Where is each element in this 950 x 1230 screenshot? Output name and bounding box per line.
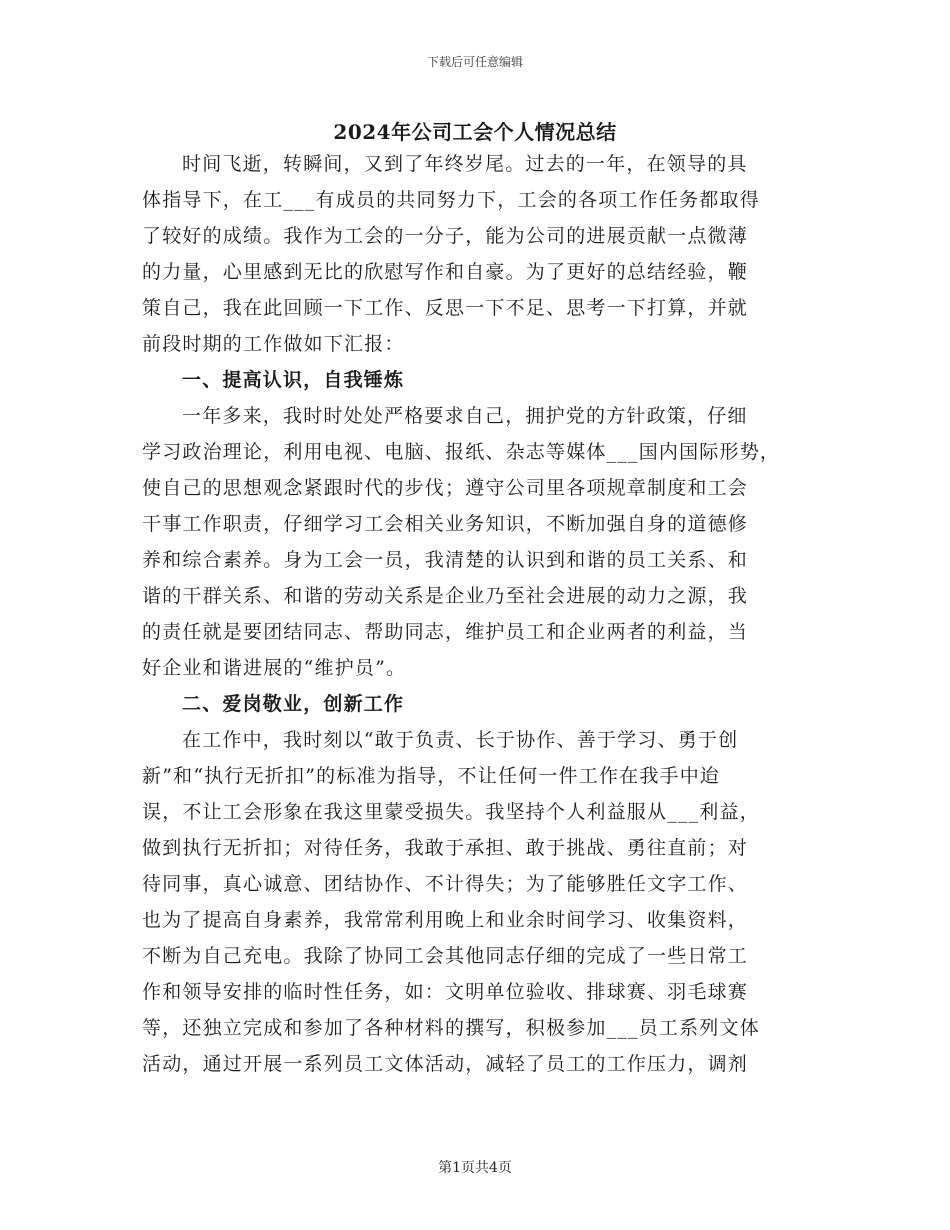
paragraph-line: 等，还独立完成和参加了各种材料的撰写，积极参加___员工系列文体 (142, 1017, 760, 1039)
paragraph-line: 策自己，我在此回顾一下工作、反思一下不足、思考一下打算，并就 (142, 297, 749, 319)
paragraph-line: 时间飞逝，转瞬间，又到了年终岁尾。过去的一年，在领导的具 (182, 153, 748, 175)
page-number: 第1页共4页 (438, 1160, 512, 1176)
section-heading: 一、提高认识，自我锤炼 (182, 369, 405, 391)
paragraph-line: 体指导下，在工___有成员的共同努力下，工会的各项工作任务都取得 (142, 189, 760, 211)
paragraph-line: 在工作中，我时刻以“敢于负责、长于协作、善于学习、勇于创 (182, 729, 739, 751)
paragraph-line: 干事工作职责，仔细学习工会相关业务知识，不断加强自身的道德修 (142, 513, 749, 535)
paragraph-line: 的力量，心里感到无比的欣慰写作和自豪。为了更好的总结经验，鞭 (142, 261, 749, 283)
paragraph-line: 不断为自己充电。我除了协同工会其他同志仔细的完成了一些日常工 (142, 945, 749, 967)
section-heading: 二、爱岗敬业，创新工作 (182, 693, 405, 715)
paragraph-line: 作和领导安排的临时性任务，如：文明单位验收、排球赛、羽毛球赛 (142, 981, 749, 1003)
paragraph-line: 谐的干群关系、和谐的劳动关系是企业乃至社会进展的动力之源，我 (142, 585, 749, 607)
paragraph-line: 学习政治理论，利用电视、电脑、报纸、杂志等媒体___国内国际形势， (142, 441, 781, 463)
paragraph-line: 也为了提高自身素养，我常常利用晚上和业余时间学习、收集资料， (142, 909, 749, 931)
document-title: 2024年公司工会个人情况总结 (333, 120, 617, 144)
paragraph-line: 了较好的成绩。我作为工会的一分子，能为公司的进展贡献一点微薄 (142, 225, 749, 247)
document-body (142, 146, 802, 1082)
paragraph-line: 养和综合素养。身为工会一员，我清楚的认识到和谐的员工关系、和 (142, 549, 749, 571)
paragraph-line: 前段时期的工作做如下汇报： (142, 333, 405, 355)
paragraph-line: 一年多来，我时时处处严格要求自己，拥护党的方针政策，仔细 (182, 405, 748, 427)
paragraph-line: 活动，通过开展一系列员工文体活动，减轻了员工的工作压力，调剂 (142, 1053, 749, 1075)
paragraph-line: 的责任就是要团结同志、帮助同志，维护员工和企业两者的利益，当 (142, 621, 749, 643)
paragraph-line: 好企业和谐进展的“维护员”。 (142, 657, 407, 679)
page-header-note: 下载后可任意编辑 (426, 55, 523, 69)
paragraph-line: 误，不让工会形象在我这里蒙受损失。我坚持个人利益服从___利益， (142, 801, 760, 823)
paragraph-line: 做到执行无折扣；对待任务，我敢于承担、敢于挑战、勇往直前；对 (142, 837, 749, 859)
paragraph-line: 使自己的思想观念紧跟时代的步伐；遵守公司里各项规章制度和工会 (142, 477, 749, 499)
paragraph-line: 新”和“执行无折扣”的标准为指导，不让任何一件工作在我手中迨 (142, 765, 721, 787)
paragraph-line: 待同事，真心诚意、团结协作、不计得失；为了能够胜任文字工作、 (142, 873, 749, 895)
